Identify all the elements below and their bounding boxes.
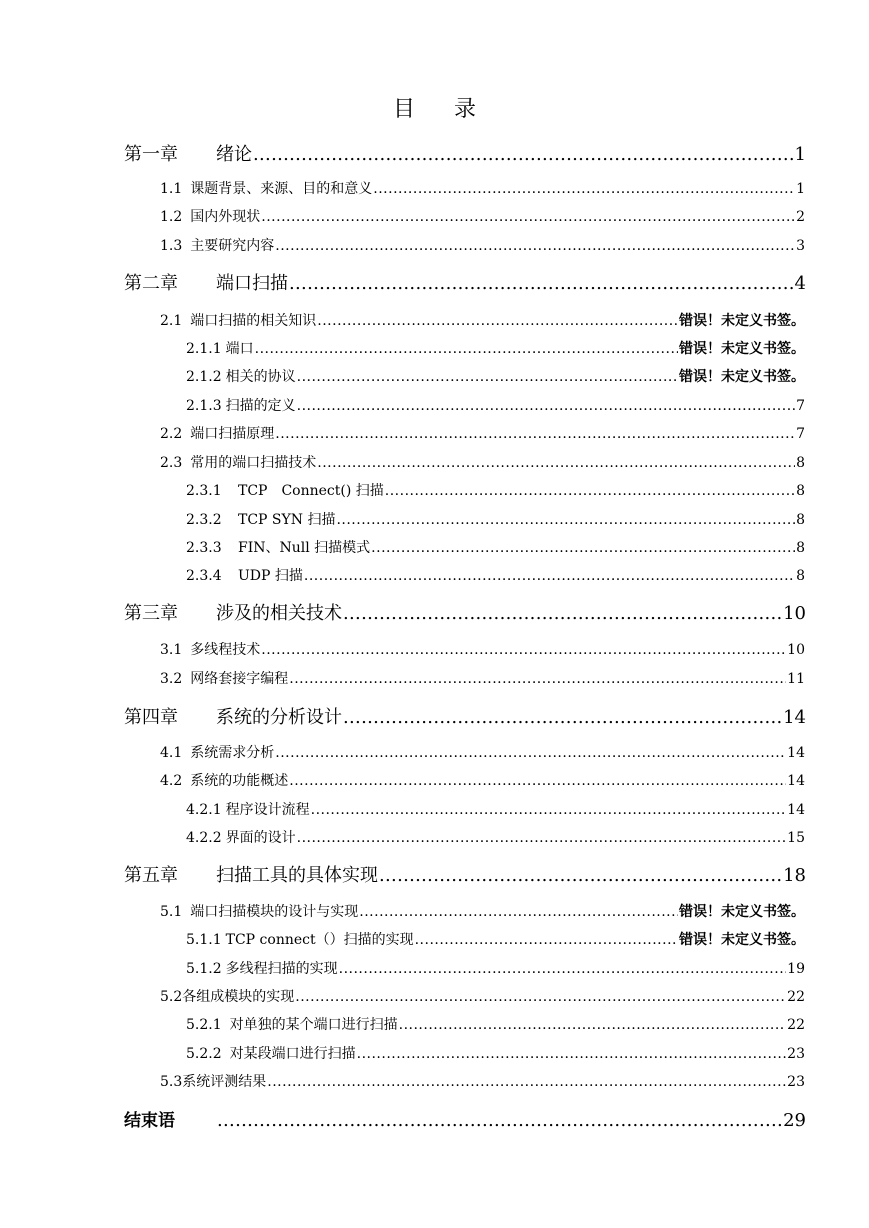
dot-leader — [275, 426, 795, 442]
toc-number: 3.2 — [160, 671, 183, 687]
dot-leader — [343, 707, 782, 728]
toc-subsection-5-1-1[interactable] — [186, 929, 805, 949]
dot-leader — [217, 1110, 782, 1131]
toc-number: 4.2.1 — [186, 802, 222, 818]
toc-subsection-5-2-2[interactable] — [186, 1043, 805, 1063]
toc-error-text: 错误！未定义书签。 — [679, 932, 805, 948]
toc-title: 绪论 — [216, 144, 252, 165]
toc-page-number: 10 — [783, 603, 806, 624]
toc-title: 结束语 — [124, 1111, 175, 1131]
toc-page-number: 4 — [794, 273, 806, 294]
toc-subsection-2-1-3[interactable] — [186, 395, 805, 415]
dot-leader — [317, 313, 678, 329]
dot-leader — [261, 209, 795, 225]
toc-title: 程序设计流程 — [225, 802, 310, 818]
toc-page-number: 18 — [783, 865, 806, 886]
toc-subsection-4-2-2[interactable] — [186, 827, 805, 847]
toc-error-text: 错误！未定义书签。 — [679, 341, 805, 357]
toc-number: 4.1 — [160, 745, 183, 761]
dot-leader — [336, 512, 795, 528]
toc-page-number: 2 — [796, 209, 805, 225]
toc-number: 5.2 — [160, 989, 183, 1005]
toc-number: 5.1 — [160, 904, 183, 920]
toc-page-number: 1 — [794, 144, 806, 165]
toc-title: TCP Connect() 扫描 — [238, 483, 384, 499]
toc-title: 多线程扫描的实现 — [225, 961, 338, 977]
toc-number: 2.1.2 — [186, 369, 222, 385]
dot-leader — [385, 483, 795, 499]
toc-title: 端口扫描模块的设计与实现 — [190, 904, 359, 920]
toc-title: TCP SYN 扫描 — [238, 512, 336, 528]
dot-leader — [379, 865, 782, 886]
toc-subsection-2-1-2[interactable] — [186, 366, 805, 386]
toc-title: 扫描的定义 — [225, 398, 296, 414]
toc-number: 5.2.1 — [186, 1017, 222, 1033]
toc-page-number: 23 — [787, 1046, 805, 1062]
dot-leader — [275, 745, 786, 761]
toc-number: 4.2.2 — [186, 830, 222, 846]
toc-page-number: 29 — [783, 1110, 806, 1131]
toc-section-5-1[interactable] — [160, 901, 805, 921]
toc-title: 课题背景、来源、目的和意义 — [190, 181, 373, 197]
toc-number: 3.1 — [160, 642, 183, 658]
toc-number: 第四章 — [124, 707, 178, 728]
dot-leader — [297, 398, 795, 414]
toc-section-3-1[interactable] — [160, 639, 805, 659]
toc-page-number: 8 — [796, 455, 805, 471]
toc-chapter-5[interactable] — [124, 861, 806, 887]
dot-leader — [253, 144, 794, 165]
toc-number: 2.3.3 — [186, 540, 222, 556]
toc-page-number: 22 — [787, 989, 805, 1005]
toc-title: 对某段端口进行扫描 — [229, 1046, 356, 1062]
toc-number: 第二章 — [124, 273, 178, 294]
toc-number: 5.1.2 — [186, 961, 222, 977]
dot-leader — [359, 904, 678, 920]
dot-leader — [297, 830, 787, 846]
toc-page-number: 8 — [796, 540, 805, 556]
toc-number: 5.2.2 — [186, 1046, 222, 1062]
toc-error-text: 错误！未定义书签。 — [679, 369, 805, 385]
toc-title: 端口 — [225, 341, 254, 357]
toc-chapter-1[interactable] — [124, 140, 806, 166]
dot-leader — [289, 773, 786, 789]
toc-subsection-5-2-1[interactable] — [186, 1014, 805, 1034]
toc-chapter-3[interactable] — [124, 599, 806, 625]
toc-number: 2.1.3 — [186, 398, 222, 414]
toc-subsection-2-3-1[interactable] — [186, 480, 805, 500]
toc-title: 主要研究内容 — [190, 238, 275, 254]
toc-page-number: 7 — [796, 426, 805, 442]
toc-page-number: 14 — [787, 773, 805, 789]
toc-number: 4.2 — [160, 773, 183, 789]
toc-chapter-2[interactable] — [124, 269, 806, 295]
toc-section-5-3[interactable] — [160, 1071, 805, 1091]
dot-leader — [255, 341, 678, 357]
toc-title: 常用的端口扫描技术 — [190, 455, 317, 471]
toc-number: 2.3.4 — [186, 568, 222, 584]
dot-leader — [343, 603, 782, 624]
toc-title: 端口扫描 — [216, 273, 288, 294]
toc-title: 各组成模块的实现 — [182, 989, 295, 1005]
dot-leader — [357, 1046, 787, 1062]
toc-number: 5.3 — [160, 1074, 183, 1090]
dot-leader — [373, 181, 795, 197]
toc-number: 第一章 — [124, 144, 178, 165]
toc-title: 系统评测结果 — [182, 1074, 267, 1090]
dot-leader — [289, 671, 786, 687]
toc-chapter-4[interactable] — [124, 703, 806, 729]
toc-page-number: 3 — [796, 238, 805, 254]
toc-page-number: 8 — [796, 483, 805, 499]
toc-subsection-2-1-1[interactable] — [186, 338, 805, 358]
toc-subsection-5-1-2[interactable] — [186, 958, 805, 978]
toc-conclusion[interactable] — [124, 1106, 806, 1131]
toc-number: 2.2 — [160, 426, 183, 442]
toc-page-number: 10 — [787, 642, 805, 658]
toc-section-1-1[interactable] — [160, 178, 805, 198]
toc-page-number: 22 — [787, 1017, 805, 1033]
toc-number: 第五章 — [124, 865, 178, 886]
toc-number: 第三章 — [124, 603, 178, 624]
toc-section-4-2[interactable] — [160, 770, 805, 790]
toc-section-1-3[interactable] — [160, 235, 805, 255]
dot-leader — [311, 802, 787, 818]
toc-number: 1.2 — [160, 209, 183, 225]
toc-page-number: 19 — [787, 961, 805, 977]
toc-subsection-2-3-2[interactable] — [186, 509, 805, 529]
toc-page-number: 14 — [787, 802, 805, 818]
dot-leader — [399, 1017, 787, 1033]
dot-leader — [304, 568, 795, 584]
dot-leader — [297, 369, 678, 385]
dot-leader — [267, 1074, 786, 1090]
toc-number: 2.3 — [160, 455, 183, 471]
toc-number: 1.3 — [160, 238, 183, 254]
toc-subsection-4-2-1[interactable] — [186, 799, 805, 819]
toc-number: 5.1.1 — [186, 932, 222, 948]
toc-section-4-1[interactable] — [160, 742, 805, 762]
toc-page-number: 14 — [787, 745, 805, 761]
toc-subsection-2-3-3[interactable] — [186, 537, 805, 557]
toc-title: 多线程技术 — [190, 642, 261, 658]
toc-page-number: 8 — [796, 568, 805, 584]
toc-section-3-2[interactable] — [160, 668, 805, 688]
toc-title: 端口扫描的相关知识 — [190, 313, 317, 329]
toc-section-5-2[interactable] — [160, 986, 805, 1006]
toc-title: 扫描工具的具体实现 — [216, 865, 378, 886]
toc-title: 系统的功能概述 — [190, 773, 289, 789]
toc-number: 2.1.1 — [186, 341, 222, 357]
toc-title: 端口扫描原理 — [190, 426, 275, 442]
toc-page-number: 11 — [787, 671, 805, 687]
toc-title: TCP connect（）扫描的实现 — [225, 932, 414, 948]
toc-page-number: 23 — [787, 1074, 805, 1090]
toc-title: 界面的设计 — [225, 830, 296, 846]
toc-section-2-3[interactable] — [160, 452, 805, 472]
dot-leader — [415, 932, 678, 948]
toc-number: 1.1 — [160, 181, 183, 197]
dot-leader — [289, 273, 794, 294]
toc-title: 国内外现状 — [190, 209, 261, 225]
toc-section-2-1[interactable] — [160, 310, 805, 330]
dot-leader — [371, 540, 795, 556]
toc-title: UDP 扫描 — [238, 568, 303, 584]
toc-page-number: 14 — [783, 707, 806, 728]
dot-leader — [295, 989, 786, 1005]
toc-subsection-2-3-4[interactable] — [186, 565, 805, 585]
page-title: 目 录 — [393, 97, 492, 122]
toc-number: 2.3.2 — [186, 512, 222, 528]
toc-section-1-2[interactable] — [160, 206, 805, 226]
toc-error-text: 错误！未定义书签。 — [679, 313, 805, 329]
toc-page-number: 1 — [796, 181, 805, 197]
toc-title: 涉及的相关技术 — [216, 603, 342, 624]
toc-title: 系统的分析设计 — [216, 707, 342, 728]
toc-title: FIN、Null 扫描模式 — [238, 540, 371, 556]
toc-section-2-2[interactable] — [160, 423, 805, 443]
dot-leader — [261, 642, 786, 658]
dot-leader — [317, 455, 795, 471]
toc-title: 网络套接字编程 — [190, 671, 289, 687]
toc-title: 对单独的某个端口进行扫描 — [229, 1017, 398, 1033]
toc-page-number: 15 — [787, 830, 805, 846]
dot-leader — [275, 238, 795, 254]
toc-number: 2.3.1 — [186, 483, 222, 499]
toc-page-number: 8 — [796, 512, 805, 528]
toc-number: 2.1 — [160, 313, 183, 329]
toc-title: 相关的协议 — [225, 369, 296, 385]
dot-leader — [339, 961, 787, 977]
toc-error-text: 错误！未定义书签。 — [679, 904, 805, 920]
toc-title: 系统需求分析 — [190, 745, 275, 761]
toc-page-number: 7 — [796, 398, 805, 414]
